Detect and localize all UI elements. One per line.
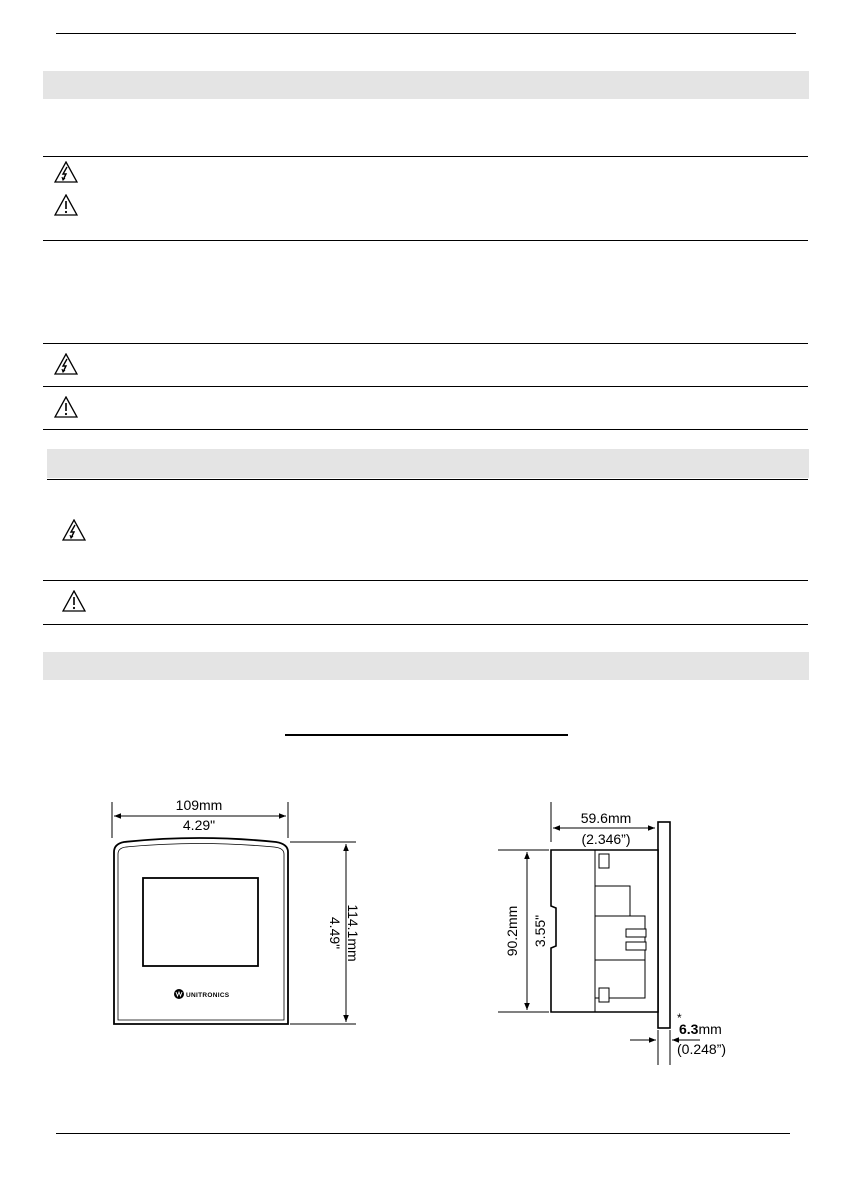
warning-box-3-bottom-rule [43,624,808,625]
section-header-band-3 [43,652,809,680]
side-panel-mark: * [677,1011,682,1025]
front-width-mm: 109mm [175,797,223,813]
front-view [112,797,361,1024]
side-panel-unit: mm [698,1021,722,1037]
front-height-in: 4.49" [327,916,343,950]
side-height-in: 3.55" [532,914,548,948]
caution-icon [62,590,86,612]
page-header-rule [56,33,796,34]
front-height-mm: 114.1mm [345,904,361,962]
electric-hazard-icon [62,519,86,541]
warning-box-2-top-rule [43,343,808,344]
warning-box-2-bottom-rule [43,429,808,430]
section-header-band-1 [43,71,809,99]
side-panel-dim [679,1021,722,1037]
front-width-in: 4.29" [182,817,216,833]
electric-hazard-icon [54,353,78,375]
front-logo-text: UNITRONICS [186,992,230,999]
side-depth-in: (2.346”) [581,831,631,847]
section-header-band-2 [47,449,809,478]
side-panel-in: (0.248”) [677,1041,727,1057]
section-2-underline-rule [47,479,808,480]
warning-box-1-top-rule [43,156,808,157]
warning-box-3-middle-rule [43,580,808,581]
side-height-mm: 90.2mm [504,905,520,957]
caution-icon [54,194,78,216]
caution-icon [54,396,78,418]
warning-box-1-bottom-rule [43,240,808,241]
figure-title-underline [285,734,568,736]
warning-box-2-middle-rule [43,386,808,387]
dimension-drawing [0,790,842,1080]
page-footer-rule [56,1133,790,1134]
unitronics-logo-icon [174,989,184,999]
side-view [498,802,726,1065]
side-depth-mm: 59.6mm [580,810,632,826]
electric-hazard-icon [54,161,78,183]
side-panel-mm: 6.3 [679,1021,699,1037]
